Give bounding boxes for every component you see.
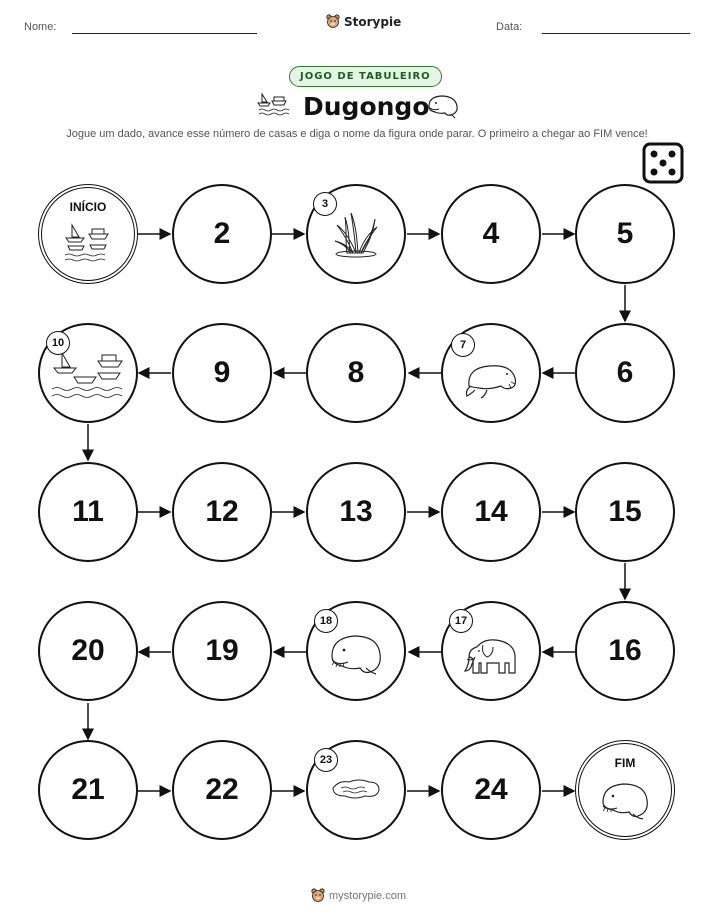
dugong-icon bbox=[328, 632, 384, 678]
cell-number: 22 bbox=[205, 773, 239, 806]
board-cell bbox=[306, 184, 406, 284]
cell-number-badge: 10 bbox=[46, 331, 70, 355]
end-label: FIM bbox=[614, 756, 636, 770]
grass-icon bbox=[331, 209, 381, 259]
page-title: Dugongo bbox=[303, 92, 430, 121]
board-cell bbox=[38, 601, 138, 701]
cell-number: 15 bbox=[608, 495, 642, 528]
cell-number-badge: 23 bbox=[314, 748, 338, 772]
cell-number: 6 bbox=[616, 356, 634, 389]
cell-number: 2 bbox=[213, 217, 231, 250]
cell-number: 21 bbox=[71, 773, 105, 806]
board-cell bbox=[38, 462, 138, 562]
footer-url[interactable]: mystorypie.com bbox=[329, 890, 407, 902]
board-cell bbox=[441, 184, 541, 284]
board-cell bbox=[306, 601, 406, 701]
cell-number: 5 bbox=[616, 217, 634, 250]
name-label: Nome: bbox=[24, 21, 57, 33]
instructions-text: Jogue um dado, avance esse número de casas e diga o nome da figura onde parar. O primeiro a chegar ao FIM vence! bbox=[66, 128, 648, 140]
cell-number: 9 bbox=[213, 356, 231, 389]
board-game-badge: JOGO DE TABULEIRO bbox=[289, 66, 442, 87]
date-label: Data: bbox=[496, 21, 523, 33]
water-icon bbox=[329, 778, 383, 802]
dugong-icon bbox=[599, 780, 651, 822]
board-cell bbox=[441, 462, 541, 562]
cell-number: 19 bbox=[205, 634, 239, 667]
end-cell bbox=[575, 740, 675, 840]
cell-number: 16 bbox=[608, 634, 642, 667]
cell-number: 13 bbox=[339, 495, 373, 528]
board-cell bbox=[575, 323, 675, 423]
board-cell bbox=[441, 740, 541, 840]
start-cell bbox=[38, 184, 138, 284]
board-cell bbox=[38, 740, 138, 840]
cell-number: 14 bbox=[474, 495, 508, 528]
board-cell bbox=[441, 601, 541, 701]
cell-number-badge: 3 bbox=[313, 192, 337, 216]
board-cell bbox=[306, 462, 406, 562]
board-cell bbox=[172, 462, 272, 562]
boats-icon bbox=[62, 223, 114, 263]
board-cell bbox=[38, 323, 138, 423]
board-cell bbox=[172, 323, 272, 423]
cell-number-badge: 7 bbox=[451, 333, 475, 357]
elephant-icon bbox=[463, 633, 519, 677]
board-cell bbox=[306, 740, 406, 840]
boats-icon bbox=[50, 349, 126, 403]
cell-number-badge: 17 bbox=[449, 609, 473, 633]
cell-number-badge: 18 bbox=[314, 609, 338, 633]
manatee-icon bbox=[463, 356, 519, 400]
board-cell bbox=[441, 323, 541, 423]
cell-number: 24 bbox=[474, 773, 508, 806]
board-cell bbox=[575, 601, 675, 701]
cell-number: 4 bbox=[482, 217, 500, 250]
bear-icon bbox=[311, 888, 325, 904]
start-label: INÍCIO bbox=[69, 200, 107, 214]
cell-number: 8 bbox=[347, 356, 365, 389]
footer bbox=[311, 888, 406, 904]
cell-number: 20 bbox=[71, 634, 105, 667]
cell-number: 11 bbox=[72, 495, 104, 528]
board-cell bbox=[172, 740, 272, 840]
cell-number: 12 bbox=[205, 495, 239, 528]
board-cell bbox=[306, 323, 406, 423]
brand-name: Storypie bbox=[344, 15, 402, 29]
board-cell bbox=[172, 184, 272, 284]
board-cell bbox=[575, 462, 675, 562]
board-cell bbox=[575, 184, 675, 284]
board-cell bbox=[172, 601, 272, 701]
